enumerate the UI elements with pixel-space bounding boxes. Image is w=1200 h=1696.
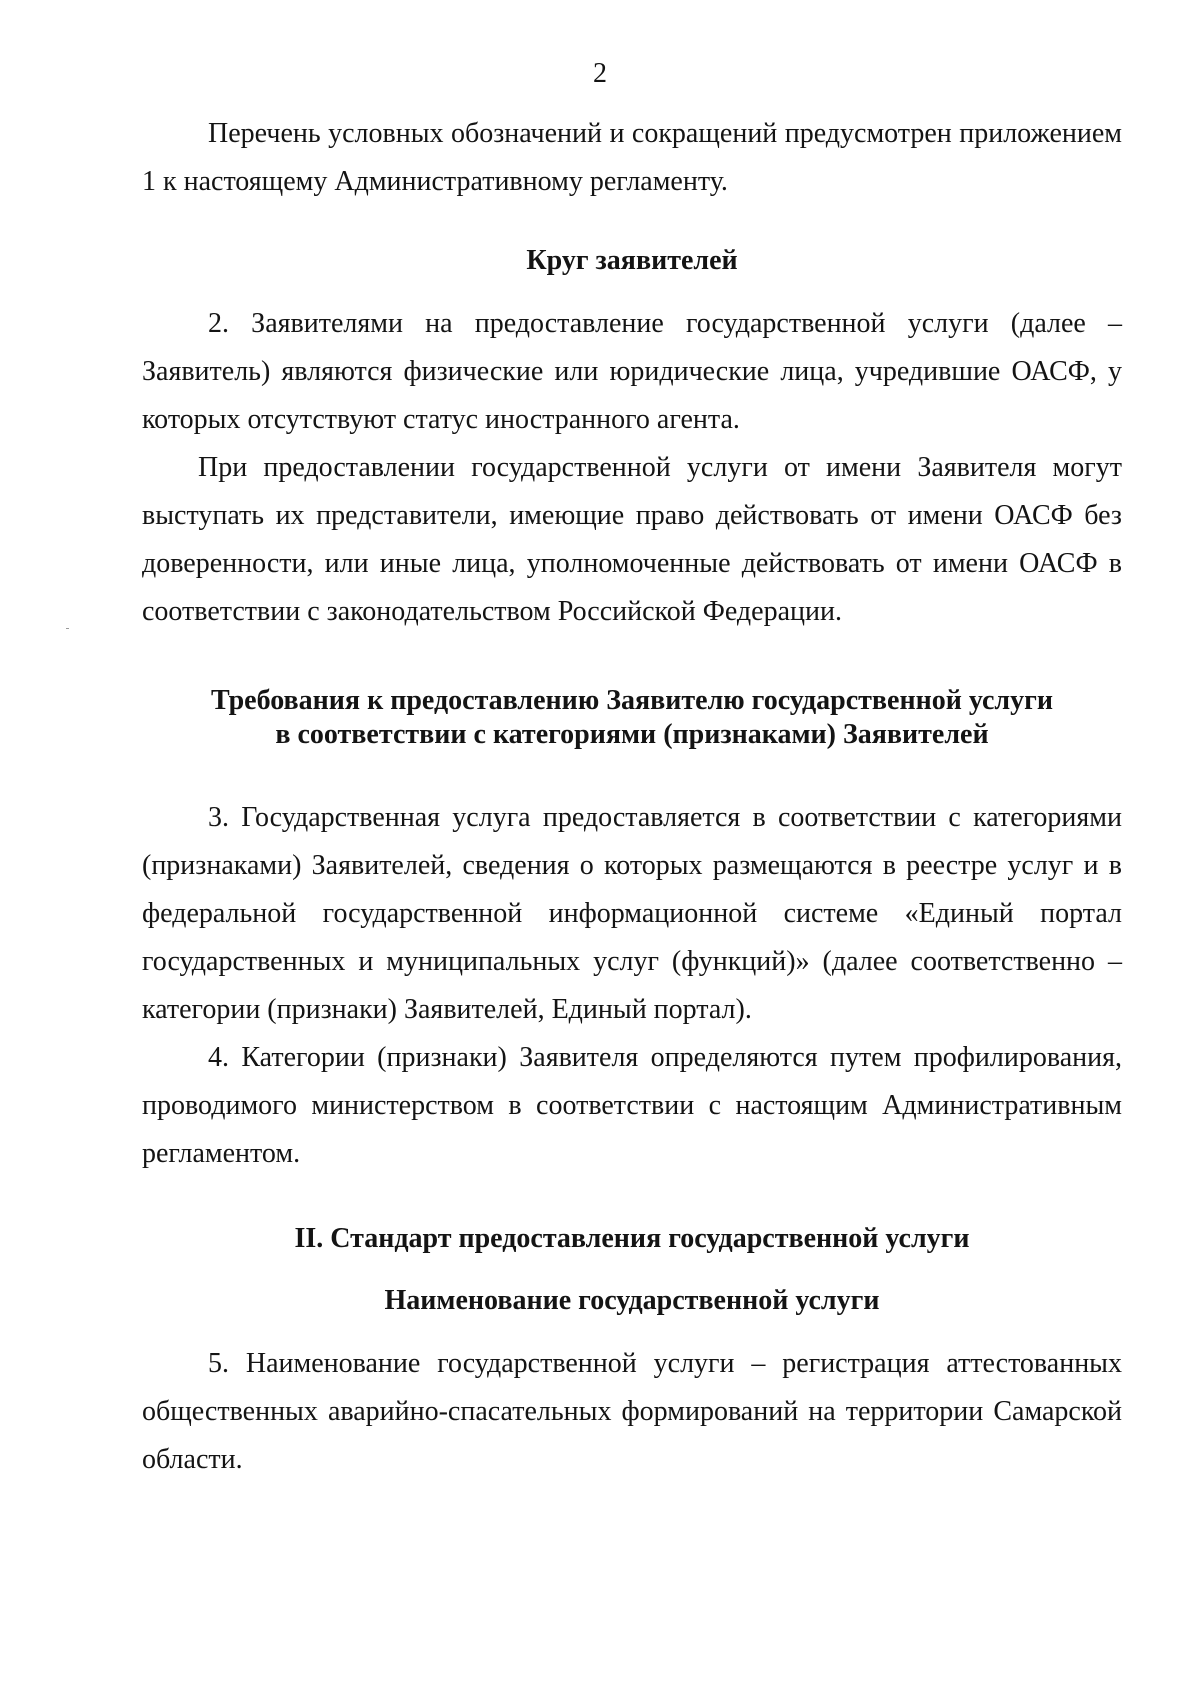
paragraph-4: 4. Категории (признаки) Заявителя определяются путем профилирования, проводимого министерством в соответствии с настоящим Административным регламентом. bbox=[142, 1042, 1122, 1169]
heading-requirements-line-2: в соответствии с категориями (признаками) Заявителей bbox=[275, 719, 989, 750]
scan-artifact bbox=[66, 628, 69, 629]
paragraph-3: 3. Государственная услуга предоставляется в соответствии с категориями (признаками) Заявителей, сведения о которых размещаются в реестре услуг и в федеральной государственной информационной системе «Единый портал государственных и муниципальных услуг (функций)» (далее соответственно – категории (признаки) Заявителей, Единый портал). bbox=[142, 802, 1122, 1025]
heading-requirements bbox=[142, 684, 1122, 752]
paragraph-2-continued: При предоставлении государственной услуги от имени Заявителя могут выступать их представители, имеющие право действовать от имени ОАСФ без доверенности, или иные лица, уполномоченные действовать от имени ОАСФ в соответствии с законодательством Российской Федерации. bbox=[142, 452, 1122, 627]
heading-applicants-circle: Круг заявителей bbox=[526, 245, 738, 276]
paragraph-5: 5. Наименование государственной услуги – регистрация аттестованных общественных аварийно-спасательных формирований на территории Самарской области. bbox=[142, 1348, 1122, 1475]
page-number: 2 bbox=[593, 58, 607, 89]
heading-section-2: II. Стандарт предоставления государственной услуги bbox=[294, 1223, 970, 1254]
paragraph-abbreviations: Перечень условных обозначений и сокращений предусмотрен приложением 1 к настоящему Административному регламенту. bbox=[142, 118, 1122, 197]
heading-service-name: Наименование государственной услуги bbox=[384, 1285, 880, 1316]
paragraph-2: 2. Заявителями на предоставление государственной услуги (далее – Заявитель) являются физические или юридические лица, учредившие ОАСФ, у которых отсутствуют статус иностранного агента. bbox=[142, 308, 1122, 435]
document-body bbox=[142, 110, 1122, 1484]
heading-requirements-line-1: Требования к предоставлению Заявителю государственной услуги bbox=[211, 685, 1053, 716]
